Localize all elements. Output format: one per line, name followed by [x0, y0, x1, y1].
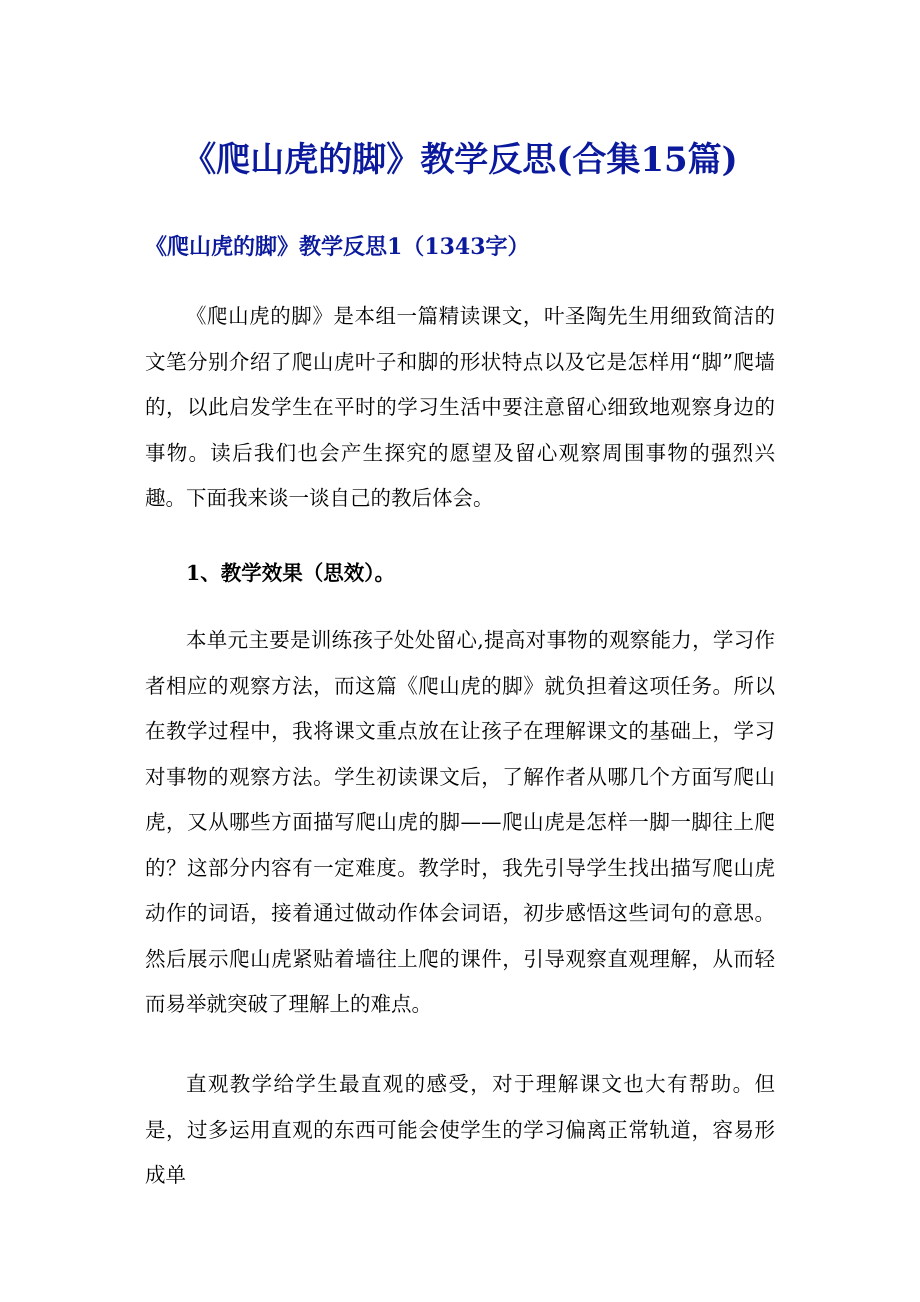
body-paragraph: 《爬山虎的脚》是本组一篇精读课文，叶圣陶先生用细致简洁的文笔分别介绍了爬山虎叶子和脚的形状特点以及它是怎样用“脚”爬墙的，以此启发学生在平时的学习生活中要注意留心细致地观察身边的事物。读后我们也会产生探究的愿望及留心观察周围事物的强烈兴趣。下面我来谈一谈自己的教后体会。 [145, 304, 775, 510]
section-heading: 《爬山虎的脚》教学反思1（1343字） [145, 234, 530, 260]
body-paragraph: 直观教学给学生最直观的感受，对于理解课文也大有帮助。但是，过多运用直观的东西可能会使学生的学习偏离正常轨道，容易形成单 [145, 1072, 775, 1187]
body-paragraph: 本单元主要是训练孩子处处留心,提高对事物的观察能力，学习作者相应的观察方法，而这篇《爬山虎的脚》就负担着这项任务。所以在教学过程中，我将课文重点放在让孩子在理解课文的基础上，学习对事物的观察方法。学生初读课文后，了解作者从哪几个方面写爬山虎，又从哪些方面描写爬山虎的脚——爬山虎是怎样一脚一脚往上爬的？这部分内容有一定难度。教学时，我先引导学生找出描写爬山虎动作的词语，接着通过做动作体会词语，初步感悟这些词句的意思。然后展示爬山虎紧贴着墙往上爬的课件，引导观察直观理解，从而轻而易举就突破了理解上的难点。 [145, 628, 775, 1016]
sub-heading: 1、教学效果（思效）。 [186, 561, 396, 585]
document-title: 《爬山虎的脚》教学反思(合集15篇) [182, 140, 738, 180]
